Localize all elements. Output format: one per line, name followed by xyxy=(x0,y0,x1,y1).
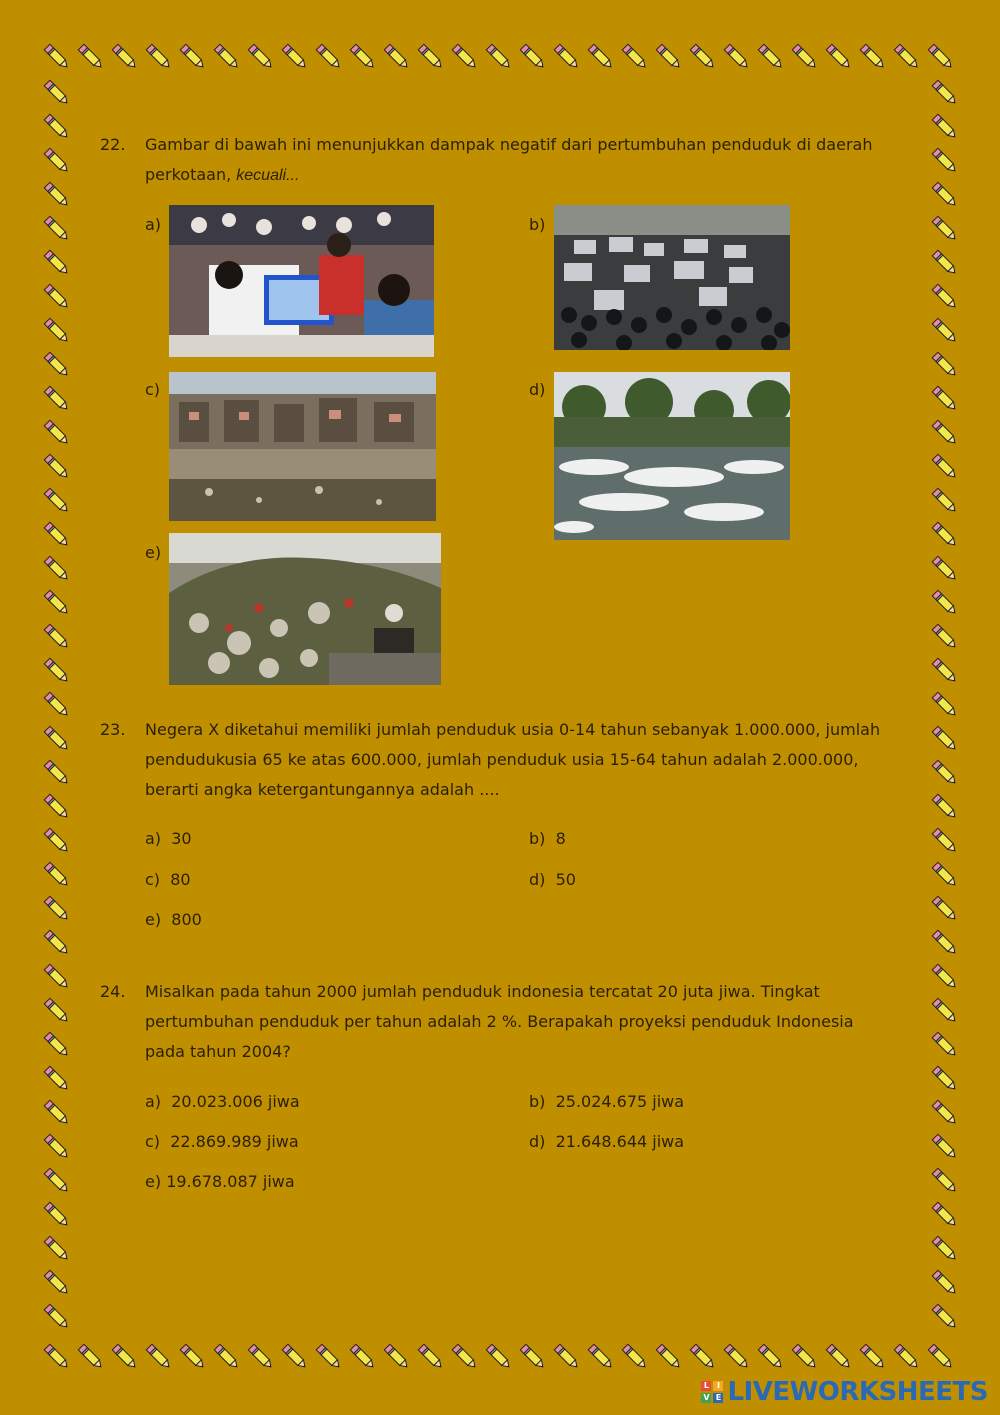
question-23 xyxy=(100,715,890,805)
logo-text: LIVEWORKSHEETS xyxy=(727,1377,988,1407)
pencil-icon xyxy=(40,756,74,790)
pencil-icon xyxy=(550,40,584,74)
pencil-icon xyxy=(516,1340,550,1374)
pencil-icon xyxy=(346,1340,380,1374)
pencil-icon xyxy=(686,1340,720,1374)
pencil-icon xyxy=(822,1340,856,1374)
pencil-icon xyxy=(822,40,856,74)
pencil-icon xyxy=(652,40,686,74)
traffic-jam-photo[interactable] xyxy=(554,205,790,350)
pencil-icon xyxy=(584,40,618,74)
liveworksheets-logo[interactable] xyxy=(701,1377,988,1407)
pencil-icon xyxy=(928,450,962,484)
pencil-icon xyxy=(928,246,962,280)
pencil-icon xyxy=(40,280,74,314)
pencil-icon xyxy=(924,40,958,74)
pencil-icon xyxy=(928,280,962,314)
pencil-icon xyxy=(788,40,822,74)
pencil-icon xyxy=(720,40,754,74)
question-number: 23. xyxy=(100,720,126,739)
question-text: Negera X diketahui memiliki jumlah penduduk usia 0-14 tahun sebanyak 1.000.000, jumlah pendudukusia 65 ke atas 600.000, jumlah penduduk usia 15-64 tahun adalah 2.000.000, berarti angka ketergantungannya adalah .... xyxy=(145,720,881,799)
pencil-icon xyxy=(40,994,74,1028)
question-number: 24. xyxy=(100,982,126,1001)
slum-housing-photo[interactable] xyxy=(169,372,436,521)
pencil-icon xyxy=(928,1232,962,1266)
pencil-icon xyxy=(928,620,962,654)
pencil-icon xyxy=(928,1028,962,1062)
pencil-icon xyxy=(928,484,962,518)
pencil-icon xyxy=(40,586,74,620)
pencil-icon xyxy=(550,1340,584,1374)
pencil-icon xyxy=(40,926,74,960)
pencil-icon xyxy=(176,40,210,74)
question-text: Misalkan pada tahun 2000 jumlah penduduk indonesia tercatat 20 juta jiwa. Tingkat pertumbuhan penduduk per tahun adalah 2 %. Berapakah proyeksi penduduk Indonesia pada tahun 2004? xyxy=(145,982,854,1061)
pencil-icon xyxy=(754,1340,788,1374)
pencil-icon xyxy=(928,926,962,960)
pencil-icon xyxy=(856,40,890,74)
question-text: Gambar di bawah ini menunjukkan dampak negatif dari pertumbuhan penduduk di daerah perkotaan, kecuali... xyxy=(145,135,873,184)
pencil-icon xyxy=(928,586,962,620)
pencil-border-bottom xyxy=(40,1340,958,1376)
logo-tiles-icon: L I V E xyxy=(701,1381,723,1403)
pencil-icon xyxy=(40,858,74,892)
pencil-icon xyxy=(40,688,74,722)
pencil-icon xyxy=(928,518,962,552)
pencil-icon xyxy=(346,40,380,74)
pencil-icon xyxy=(210,1340,244,1374)
pencil-icon xyxy=(176,1340,210,1374)
pencil-icon xyxy=(448,1340,482,1374)
option-label-a[interactable]: a) xyxy=(145,215,162,234)
pencil-icon xyxy=(40,654,74,688)
pencil-icon xyxy=(40,212,74,246)
garbage-pile-photo[interactable] xyxy=(169,533,441,685)
option-c[interactable]: c) 22.869.989 jiwa xyxy=(145,1132,299,1151)
pencil-icon xyxy=(924,1340,958,1374)
pencil-icon xyxy=(928,348,962,382)
option-label-b[interactable]: b) xyxy=(529,215,546,234)
option-label-e[interactable]: e) xyxy=(145,543,162,562)
pencil-icon xyxy=(244,1340,278,1374)
pencil-icon xyxy=(928,858,962,892)
pencil-icon xyxy=(890,1340,924,1374)
pencil-icon xyxy=(928,654,962,688)
pencil-icon xyxy=(40,76,74,110)
pencil-icon xyxy=(40,722,74,756)
pencil-icon xyxy=(40,1164,74,1198)
pencil-icon xyxy=(40,1340,74,1374)
pencil-icon xyxy=(108,1340,142,1374)
option-b[interactable]: b) 8 xyxy=(529,829,566,848)
pencil-icon xyxy=(40,552,74,586)
pencil-icon xyxy=(720,1340,754,1374)
pencil-icon xyxy=(928,960,962,994)
pencil-icon xyxy=(40,960,74,994)
pencil-icon xyxy=(244,40,278,74)
pencil-icon xyxy=(928,1164,962,1198)
pencil-icon xyxy=(928,76,962,110)
pencil-icon xyxy=(754,40,788,74)
pencil-icon xyxy=(482,40,516,74)
option-c[interactable]: c) 80 xyxy=(145,870,191,889)
pencil-icon xyxy=(414,40,448,74)
pencil-border-top xyxy=(40,40,958,76)
pencil-icon xyxy=(928,1096,962,1130)
pencil-icon xyxy=(40,1198,74,1232)
pencil-icon xyxy=(278,1340,312,1374)
pencil-icon xyxy=(40,484,74,518)
pencil-icon xyxy=(652,1340,686,1374)
pencil-icon xyxy=(928,756,962,790)
pencil-icon xyxy=(40,246,74,280)
pencil-icon xyxy=(856,1340,890,1374)
pencil-icon xyxy=(312,1340,346,1374)
pencil-icon xyxy=(108,40,142,74)
pencil-icon xyxy=(40,382,74,416)
option-d[interactable]: d) 21.648.644 jiwa xyxy=(529,1132,685,1151)
pencil-icon xyxy=(40,348,74,382)
option-e[interactable]: e) 19.678.087 jiwa xyxy=(145,1172,295,1191)
pencil-icon xyxy=(618,1340,652,1374)
option-b[interactable]: b) 25.024.675 jiwa xyxy=(529,1092,685,1111)
pencil-border-right xyxy=(928,76,964,1334)
pencil-icon xyxy=(40,518,74,552)
pencil-icon xyxy=(40,1096,74,1130)
pencil-icon xyxy=(928,212,962,246)
pencil-icon xyxy=(414,1340,448,1374)
pencil-icon xyxy=(40,40,74,74)
pencil-icon xyxy=(928,892,962,926)
pencil-icon xyxy=(74,40,108,74)
pencil-icon xyxy=(380,40,414,74)
pencil-icon xyxy=(928,314,962,348)
pencil-icon xyxy=(312,40,346,74)
pencil-icon xyxy=(380,1340,414,1374)
option-label-d[interactable]: d) xyxy=(529,380,546,399)
pencil-icon xyxy=(516,40,550,74)
question-22 xyxy=(100,130,890,190)
pencil-icon xyxy=(584,1340,618,1374)
pencil-icon xyxy=(278,40,312,74)
pencil-icon xyxy=(928,1300,962,1334)
question-24 xyxy=(100,977,890,1067)
pencil-icon xyxy=(40,1232,74,1266)
pencil-icon xyxy=(890,40,924,74)
pencil-icon xyxy=(40,892,74,926)
pencil-icon xyxy=(40,110,74,144)
pencil-icon xyxy=(928,994,962,1028)
pencil-icon xyxy=(40,1130,74,1164)
option-e[interactable]: e) 800 xyxy=(145,910,202,929)
pencil-icon xyxy=(928,1062,962,1096)
pencil-icon xyxy=(40,178,74,212)
pencil-icon xyxy=(40,144,74,178)
crowded-office-photo[interactable] xyxy=(169,205,434,357)
pencil-icon xyxy=(40,790,74,824)
pencil-icon xyxy=(40,620,74,654)
option-a[interactable]: a) 20.023.006 jiwa xyxy=(145,1092,300,1111)
pencil-icon xyxy=(928,1266,962,1300)
pencil-icon xyxy=(928,416,962,450)
option-a[interactable]: a) 30 xyxy=(145,829,192,848)
pencil-icon xyxy=(928,382,962,416)
pencil-icon xyxy=(40,1266,74,1300)
pencil-icon xyxy=(928,688,962,722)
pencil-icon xyxy=(40,450,74,484)
pencil-icon xyxy=(40,1300,74,1334)
pencil-icon xyxy=(618,40,652,74)
pencil-icon xyxy=(928,722,962,756)
pencil-icon xyxy=(142,1340,176,1374)
pencil-icon xyxy=(40,1062,74,1096)
pencil-icon xyxy=(482,1340,516,1374)
pencil-icon xyxy=(210,40,244,74)
pencil-icon xyxy=(142,40,176,74)
pencil-border-left xyxy=(40,76,76,1334)
polluted-river-photo[interactable] xyxy=(554,372,790,540)
pencil-icon xyxy=(928,824,962,858)
option-label-c[interactable]: c) xyxy=(145,380,161,399)
pencil-icon xyxy=(928,110,962,144)
pencil-icon xyxy=(928,144,962,178)
pencil-icon xyxy=(928,178,962,212)
question-number: 22. xyxy=(100,135,126,154)
pencil-icon xyxy=(74,1340,108,1374)
option-d[interactable]: d) 50 xyxy=(529,870,576,889)
pencil-icon xyxy=(928,790,962,824)
pencil-icon xyxy=(40,314,74,348)
pencil-icon xyxy=(788,1340,822,1374)
pencil-icon xyxy=(40,824,74,858)
pencil-icon xyxy=(40,416,74,450)
pencil-icon xyxy=(928,1130,962,1164)
pencil-icon xyxy=(928,552,962,586)
pencil-icon xyxy=(928,1198,962,1232)
pencil-icon xyxy=(448,40,482,74)
pencil-icon xyxy=(40,1028,74,1062)
pencil-icon xyxy=(686,40,720,74)
